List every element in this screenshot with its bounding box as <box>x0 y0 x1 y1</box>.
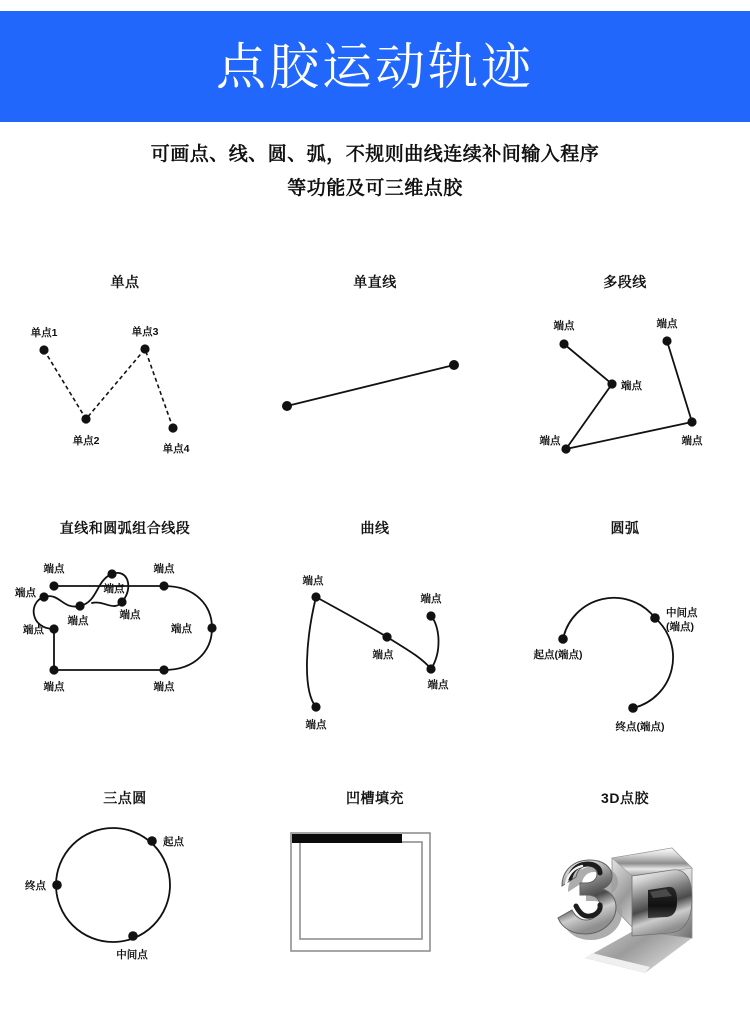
single-point-svg <box>0 294 250 484</box>
page-subtitle <box>0 138 750 206</box>
label-combo-top-right: 端点 <box>153 563 175 575</box>
label-polyline-vertex-3: 端点 <box>539 435 561 447</box>
figure-title-line-arc-combo: 直线和圆弧组合线段 <box>59 520 191 536</box>
subtitle-line-2: 等功能及可三维点胶 <box>287 178 463 199</box>
figure-title-groove-fill: 凹槽填充 <box>346 790 404 806</box>
label-point-1: 单点1 <box>30 327 58 339</box>
circle-end-point <box>52 880 62 890</box>
polyline-path <box>564 341 692 449</box>
label-arc-middle-line-1: 中间点 <box>666 607 698 619</box>
label-curve-upper-right: 端点 <box>420 593 442 605</box>
label-circle-end: 终点 <box>25 880 46 892</box>
figure-title-polyline: 多段线 <box>603 274 647 290</box>
figure-canvas-line-arc-combo <box>0 540 250 750</box>
combo-endpoint-squiggle-right <box>117 597 126 606</box>
figure-title-single-line: 单直线 <box>353 274 397 290</box>
label-combo-left-upper: 端点 <box>15 587 36 599</box>
figure-title-curve: 曲线 <box>360 520 390 536</box>
figure-title-arc: 圆弧 <box>610 520 640 536</box>
combo-endpoint-squiggle-top <box>107 569 116 578</box>
polyline-vertex-3 <box>561 444 570 453</box>
groove-inner-rect <box>300 842 422 939</box>
line-endpoint-end <box>449 360 459 370</box>
arc-svg <box>500 540 750 750</box>
point-marker-3 <box>140 344 149 353</box>
curve-endpoint-middle <box>382 632 391 641</box>
polyline-vertex-2 <box>607 379 616 388</box>
label-combo-squiggle-right: 端点 <box>119 609 141 621</box>
three-d-chrome-logo-svg <box>500 810 750 1010</box>
figure-canvas-three-d-logo <box>500 810 750 1010</box>
label-arc-start: 起点(端点) <box>533 649 583 661</box>
figure-title-single-point: 单点 <box>110 274 140 290</box>
label-arc-end: 终点(端点) <box>615 721 665 733</box>
combo-endpoint-top-left <box>49 581 58 590</box>
combo-endpoint-bottom-right <box>159 665 168 674</box>
page-header-banner <box>0 11 750 122</box>
label-combo-right: 端点 <box>171 623 192 635</box>
combo-endpoint-top-right <box>159 581 168 590</box>
label-combo-bottom-right: 端点 <box>153 681 175 693</box>
label-polyline-vertex-1: 端点 <box>553 320 575 332</box>
combo-endpoint-left-upper <box>39 592 48 601</box>
polyline-vertex-4 <box>687 417 696 426</box>
line-arc-combo-svg <box>0 540 250 750</box>
curve-svg <box>250 540 500 750</box>
groove-fill-bar <box>292 834 402 843</box>
arc-end-point <box>628 703 638 713</box>
label-curve-upper-left: 端点 <box>302 575 324 587</box>
figure-canvas-arc <box>500 540 750 750</box>
line-endpoint-start <box>282 401 292 411</box>
label-point-3: 单点3 <box>131 326 159 338</box>
label-circle-middle: 中间点 <box>116 949 148 961</box>
polyline-vertex-5 <box>662 336 671 345</box>
curve-endpoint-upper-left <box>311 592 320 601</box>
point-marker-4 <box>168 423 177 432</box>
circle-middle-point <box>128 931 138 941</box>
label-curve-lower-left: 端点 <box>305 719 327 731</box>
figure-canvas-groove-fill <box>250 810 500 1000</box>
label-combo-top-left: 端点 <box>43 563 65 575</box>
figure-canvas-three-point-circle <box>0 810 250 1000</box>
label-point-2: 单点2 <box>72 435 100 447</box>
label-polyline-vertex-2: 端点 <box>621 380 642 392</box>
combo-endpoint-bottom-left <box>49 665 58 674</box>
polyline-vertex-1 <box>559 339 568 348</box>
combo-endpoint-right <box>207 623 216 632</box>
groove-fill-svg <box>250 810 500 1000</box>
figure-canvas-single-point <box>0 294 250 484</box>
single-line-svg <box>250 294 500 484</box>
label-circle-start: 起点 <box>163 836 184 848</box>
label-polyline-vertex-4: 端点 <box>681 435 703 447</box>
combo-endpoint-left-mid-lower <box>49 624 58 633</box>
curve-endpoint-lower-right <box>426 664 435 673</box>
label-combo-squiggle-top: 端点 <box>103 583 125 595</box>
label-curve-middle: 端点 <box>372 649 394 661</box>
circle-start-point <box>147 836 157 846</box>
dashed-connector-path <box>44 349 173 428</box>
figure-title-three-point-circle: 三点圆 <box>103 790 147 806</box>
combo-endpoint-squiggle-mid <box>75 601 84 610</box>
figure-canvas-polyline <box>500 294 750 484</box>
arc-start-point <box>558 634 568 644</box>
label-combo-left-mid-lower: 端点 <box>23 624 44 636</box>
label-point-4: 单点4 <box>162 443 190 455</box>
label-combo-bottom-left: 端点 <box>43 681 65 693</box>
label-curve-lower-right: 端点 <box>427 679 449 691</box>
logo-3d-group <box>500 810 692 973</box>
polyline-svg <box>500 294 750 484</box>
subtitle-line-1: 可画点、线、圆、弧，不规则曲线连续补间输入程序 <box>150 144 600 165</box>
point-marker-2 <box>81 414 90 423</box>
figure-title-three-d-dispensing: 3D点胶 <box>601 790 649 806</box>
page-title: 点胶运动轨迹 <box>216 38 534 95</box>
three-point-circle-svg <box>0 810 250 1000</box>
arc-middle-point <box>650 613 660 623</box>
figure-canvas-single-line <box>250 294 500 484</box>
figure-canvas-curve <box>250 540 500 750</box>
label-arc-middle-line-2: (端点) <box>666 621 694 633</box>
label-combo-squiggle-mid: 端点 <box>67 615 89 627</box>
straight-line-path <box>287 365 454 406</box>
curve-endpoint-lower-left <box>311 702 320 711</box>
point-marker-1 <box>39 345 48 354</box>
logo-3-shade-lower <box>576 905 600 916</box>
curve-endpoint-upper-right <box>426 611 435 620</box>
label-polyline-vertex-5: 端点 <box>656 318 678 330</box>
